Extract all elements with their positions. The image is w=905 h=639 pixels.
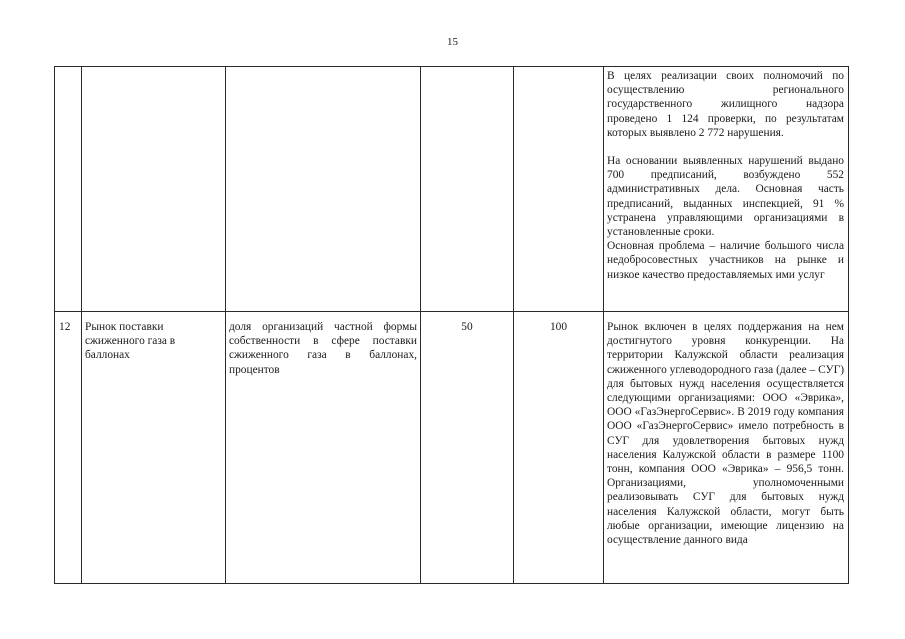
column-divider — [603, 66, 604, 584]
table-right-border — [848, 66, 849, 584]
description-paragraph: Рынок включен в целях поддержания на нем достигнутого уровня конкуренции. На территории Калужской области реализация сжиженного углеводородного газа (далее – СУГ) для бытовых нужд населения осуществляется следующими организациями: ООО «Эврика», ООО «ГазЭнергоСервис». В 2019 году компания ООО «ГазЭнергоСервис» имело потребность в СУГ для удовлетворения бытовых нужд населения Калужской области в размере 1100 тонн, компания ООО «Эврика» – 956,5 тонн. Организациями, уполномоченными реализовывать СУГ для бытовых нужд населения Калужской области, могут быть любые организации, имеющие лицензию на осуществление данного вида — [607, 321, 844, 547]
table-top-border — [54, 66, 849, 67]
table-bottom-border — [54, 583, 849, 584]
row-number: 12 — [59, 321, 71, 333]
description-paragraph: Основная проблема – наличие большого числа недобросовестных участников на рынке и низкое качество предоставляемых ими услуг — [607, 240, 844, 281]
description-paragraph: На основании выявленных нарушений выдано 700 предписаний, возбуждено 552 административных дела. Основная часть предписаний, выданных инспекцией, 91 % устранена управляющими организациями в установленные сроки. — [607, 155, 844, 239]
column-divider — [81, 66, 82, 584]
table-left-border — [54, 66, 55, 584]
market-name: Рынок поставки сжиженного газа в баллонах — [85, 321, 176, 362]
paragraph-gap — [607, 140, 844, 154]
page-number: 15 — [447, 36, 458, 48]
indicator-value-2019: 50 — [461, 321, 473, 333]
description-paragraph: В целях реализации своих полномочий по осуществлению регионального государственного жилищного надзора проведено 1 124 проверки, по результатам которых выявлено 2 772 нарушения. — [607, 70, 844, 139]
row-divider — [54, 311, 849, 312]
market-description-cell — [607, 69, 844, 282]
indicator-name: доля организаций частной формы собственности в сфере поставки сжиженного газа в баллонах, процентов — [229, 321, 417, 376]
column-divider — [225, 66, 226, 584]
indicator-target-value: 100 — [549, 321, 568, 333]
market-description-cell — [607, 320, 844, 547]
